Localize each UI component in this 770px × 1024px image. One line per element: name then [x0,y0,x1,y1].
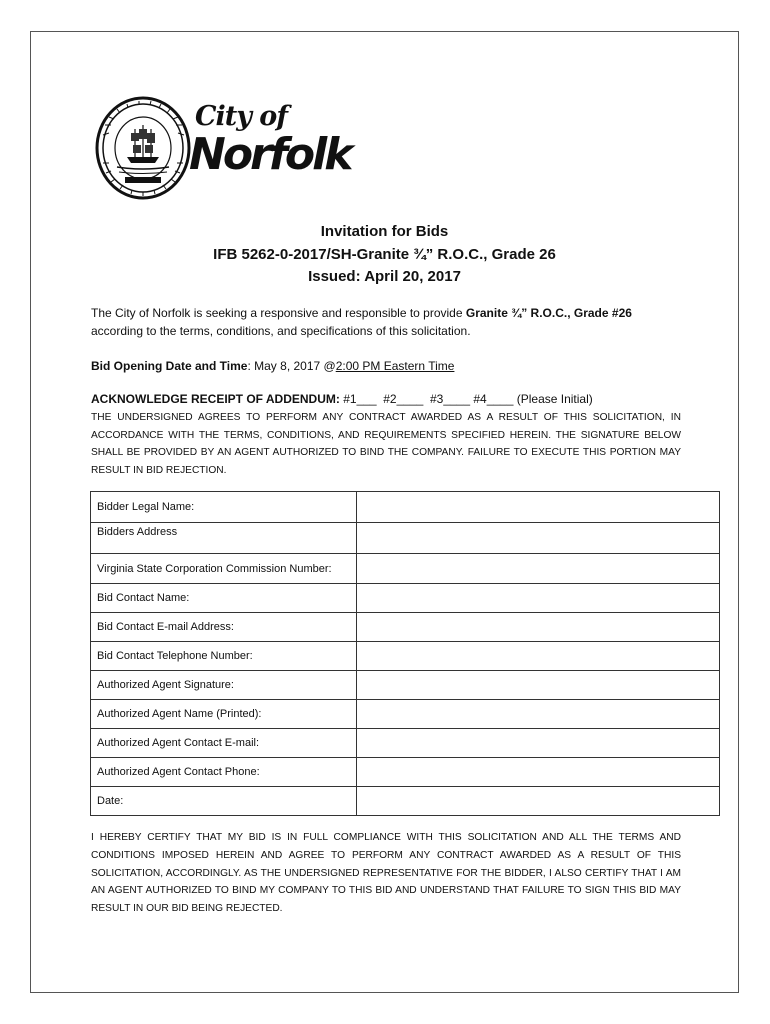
form-row [91,700,720,729]
bid-opening [91,357,681,375]
form-row-field[interactable] [357,729,720,758]
bidder-form [90,491,720,816]
agreement-text: THE UNDERSIGNED AGREES TO PERFORM ANY CONTRACT AWARDED AS A RESULT OF THIS SOLICITATION, IN ACCORDANCE WITH THE TERMS, CONDITIONS, AND REQUIREMENTS SPECIFIED HEREIN. THE SIGNATURE BELOW SHALL BE PROVIDED BY AN AGENT AUTHORIZED TO BIND THE COMPANY. FAILURE TO EXECUTE THIS PORTION MAY RESULT IN BID REJECTION. [91,412,681,476]
form-row-label: Authorized Agent Name (Printed): [91,700,357,729]
form-row-field[interactable] [357,492,720,523]
intro-prefix: The City of Norfolk is seeking a responsive and responsible to provide [91,306,466,320]
form-row-label: Bid Contact E-mail Address: [91,613,357,642]
form-row-field[interactable] [357,642,720,671]
ifb-number: IFB 5262-0-2017/SH-Granite ¾” R.O.C., Grade 26 [213,246,556,263]
document-title: Invitation for Bids [320,223,449,240]
form-row-label: Authorized Agent Contact Phone: [91,758,357,787]
form-row [91,758,720,787]
form-row-field[interactable] [357,554,720,584]
form-row [91,729,720,758]
form-row-field[interactable] [357,584,720,613]
form-row [91,671,720,700]
logo-norfolk: Norfolk [189,129,351,180]
intro-product: Granite ¾” R.O.C., Grade #26 [465,306,632,320]
form-row [91,613,720,642]
form-row-label: Date: [91,787,357,816]
form-row-field[interactable] [357,758,720,787]
form-row-field[interactable] [357,671,720,700]
addendum-label: ACKNOWLEDGE RECEIPT OF ADDENDUM: [91,392,340,406]
form-row-label: Bidders Address [91,523,357,554]
form-row-label: Bid Contact Name: [91,584,357,613]
form-row-field[interactable] [357,787,720,816]
intro-suffix: according to the terms, conditions, and specifications of this solicitation. [91,324,471,338]
bid-opening-date: : May 8, 2017 @ [247,359,336,373]
bid-opening-time: 2:00 PM Eastern Time [335,359,455,373]
form-row [91,642,720,671]
form-row-label: Bidder Legal Name: [91,492,357,523]
form-row [91,787,720,816]
form-row [91,523,720,554]
bid-opening-label: Bid Opening Date and Time [91,359,248,373]
form-row-field[interactable] [357,700,720,729]
form-row [91,554,720,584]
form-row-field[interactable] [357,523,720,554]
form-row-label: Virginia State Corporation Commission Number: [91,554,357,584]
issued-date: Issued: April 20, 2017 [308,268,461,285]
form-row-label: Authorized Agent Contact E-mail: [91,729,357,758]
form-row [91,492,720,523]
form-row [91,584,720,613]
form-row-label: Bid Contact Telephone Number: [91,642,357,671]
city-seal-icon [95,95,191,201]
addendum-acknowledgement [91,392,593,406]
form-row-field[interactable] [357,613,720,642]
form-row-label: Authorized Agent Signature: [91,671,357,700]
intro-paragraph [91,304,681,340]
addendum-fields: #1___ #2____ #3____ #4____ (Please Initial) [339,392,593,406]
city-logo [95,95,395,205]
certification-text: I HEREBY CERTIFY THAT MY BID IS IN FULL COMPLIANCE WITH THIS SOLICITATION AND ALL THE TERMS AND CONDITIONS IMPOSED HEREIN AND AGREE TO PERFORM ANY CONTRACT AWARDED AS A RESULT OF THIS SOLICITATION, ACCORDINGLY. AS THE UNDERSIGNED REPRESENTATIVE FOR THE BIDDER, I ALSO CERTIFY THAT I AM AN AGENT AUTHORIZED TO BIND MY COMPANY TO THIS BID AND UNDERSTAND THAT FAILURE TO SIGN THIS BID MAY RESULT IN OUR BID BEING REJECTED. [91,832,681,915]
logo-city-of: City of [195,101,287,132]
